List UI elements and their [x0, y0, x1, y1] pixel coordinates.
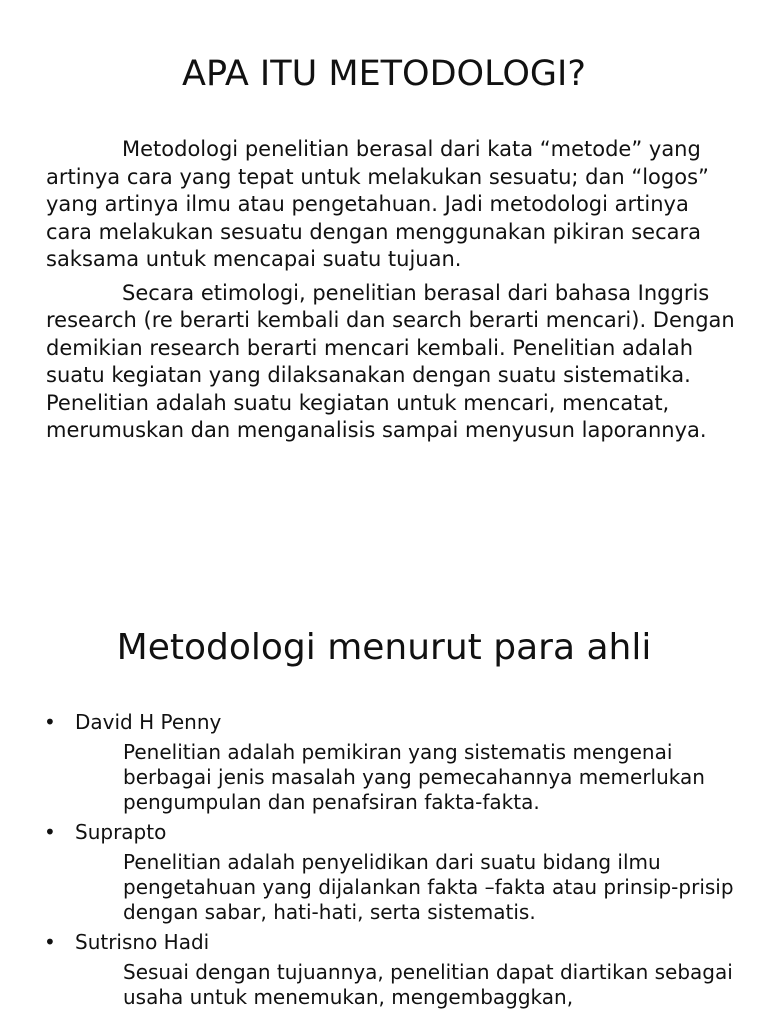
list-item [44, 930, 734, 1010]
list-item [44, 820, 734, 925]
slide-title: Metodologi menurut para ahli [116, 627, 652, 668]
expert-name: Suprapto [75, 820, 167, 844]
paragraph: Secara etimologi, penelitian berasal dari bahasa Inggris research (re berarti kembali dan search berarti mencari). Dengan demikian research berarti mencari kembali. Penelitian adalah suatu kegiatan yang dilaksanakan dengan suatu sistematika. Penelitian adalah suatu kegiatan untuk mencari, mencatat, merumuskan dan menganalisis sampai menyusun laporannya. [46, 280, 735, 442]
list-item [44, 710, 734, 815]
expert-definition: Penelitian adalah pemikiran yang sistematis mengenai berbagai jenis masalah yang pemecahannya memerlukan pengumpulan dan penafsiran fakta-fakta. [123, 740, 705, 814]
paragraph: Metodologi penelitian berasal dari kata “metode” yang artinya cara yang tepat untuk melakukan sesuatu; dan “logos” yang artinya ilmu atau pengetahuan. Jadi metodologi artinya cara melakukan sesuatu dengan menggunakan pikiran secara saksama untuk mencapai suatu tujuan. [46, 137, 709, 271]
slide-title: APA ITU METODOLOGI? [182, 54, 586, 94]
bullet-icon: • [44, 930, 56, 954]
bullet-icon: • [44, 710, 56, 734]
experts-list [44, 710, 734, 1015]
expert-name: David H Penny [75, 710, 222, 734]
expert-definition: Penelitian adalah penyelidikan dari suatu bidang ilmu pengetahuan yang dijalankan fakta –fakta atau prinsip-prisip dengan sabar, hati-hati, serta sistematis. [123, 850, 734, 924]
expert-name: Sutrisno Hadi [75, 930, 210, 954]
slide-body [46, 136, 736, 451]
slide-experts-definitions [0, 512, 768, 1024]
expert-definition: Sesuai dengan tujuannya, penelitian dapat diartikan sebagai usaha untuk menemukan, mengembaggkan, [123, 960, 733, 1009]
bullet-icon: • [44, 820, 56, 844]
